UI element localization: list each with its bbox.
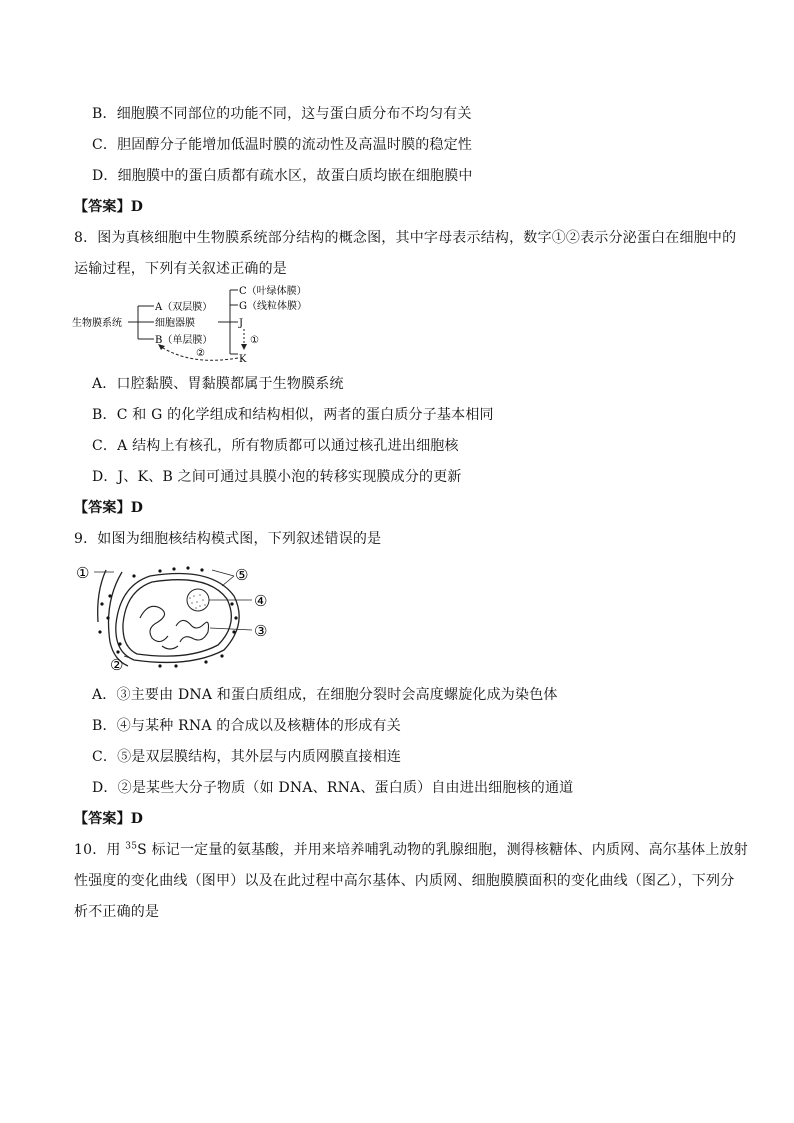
- q10-stem-line3: 析不正确的是: [74, 904, 160, 920]
- diagram-root: 生物膜系统: [72, 318, 122, 329]
- label-5: ⑤: [235, 566, 249, 584]
- q8-option-d: D．J、K、B 之间可通过具膜小泡的转移实现膜成分的更新: [92, 469, 462, 485]
- diagram-g: G（线粒体膜）: [239, 301, 307, 312]
- isotope-mass-number: 35: [125, 841, 138, 852]
- diagram-k: K: [239, 354, 247, 365]
- q10-stem-line1: [74, 841, 748, 859]
- q8-option-a: A．口腔黏膜、胃黏膜都属于生物膜系统: [92, 376, 344, 392]
- nucleus-structure-diagram: [72, 562, 282, 678]
- diagram-step-2: ②: [196, 348, 205, 359]
- q10-number: 10．用: [74, 842, 126, 858]
- q8-option-c: C．A 结构上有核孔，所有物质都可以通过核孔进出细胞核: [92, 438, 459, 454]
- q8-answer: 【答案】D: [74, 500, 144, 516]
- diagram-a: A（双层膜）: [155, 302, 213, 313]
- membrane-system-concept-diagram: [70, 284, 320, 366]
- label-2: ②: [110, 656, 124, 674]
- q9-option-a: A．③主要由 DNA 和蛋白质组成，在细胞分裂时会高度螺旋化成为染色体: [92, 687, 558, 703]
- label-4: ④: [254, 592, 268, 610]
- q10-line1-text: S 标记一定量的氨基酸，并用来培养哺乳动物的乳腺细胞，测得核糖体、内质网、高尔基体上放射: [137, 842, 748, 858]
- diagram-j: J: [239, 318, 244, 329]
- q9-answer: 【答案】D: [74, 811, 144, 827]
- label-3: ③: [254, 622, 268, 640]
- q9-option-d: D．②是某些大分子物质（如 DNA、RNA、蛋白质）自由进出细胞核的通道: [92, 780, 574, 796]
- q7-option-b: B．细胞膜不同部位的功能不同，这与蛋白质分布不均匀有关: [92, 106, 472, 122]
- label-1: ①: [76, 564, 90, 582]
- q7-option-c: C．胆固醇分子能增加低温时膜的流动性及高温时膜的稳定性: [92, 137, 473, 153]
- q10-stem-line2: 性强度的变化曲线（图甲）以及在此过程中高尔基体、内质网、细胞膜膜面积的变化曲线（图乙），下列分: [74, 873, 735, 889]
- diagram-b: B（单层膜）: [155, 335, 213, 346]
- q8-stem-line2: 运输过程，下列有关叙述正确的是: [74, 261, 287, 277]
- q9-option-c: C．⑤是双层膜结构，其外层与内质网膜直接相连: [92, 749, 402, 765]
- diagram-c: C（叶绿体膜）: [239, 286, 307, 297]
- q7-option-d: D．细胞膜中的蛋白质都有疏水区，故蛋白质均嵌在细胞膜中: [92, 168, 473, 184]
- q9-option-b: B．④与某种 RNA 的合成以及核糖体的形成有关: [92, 718, 401, 734]
- diagram-organelle: 细胞器膜: [155, 318, 195, 329]
- q8-stem-line1: 8．图为真核细胞中生物膜系统部分结构的概念图，其中字母表示结构，数字①②表示分泌蛋白在细胞中的: [74, 230, 737, 246]
- q9-stem: 9．如图为细胞核结构模式图，下列叙述错误的是: [74, 531, 382, 547]
- q7-answer: 【答案】D: [74, 199, 144, 215]
- diagram-step-1: ①: [250, 335, 259, 346]
- q8-option-b: B．C 和 G 的化学组成和结构相似，两者的蛋白质分子基本相同: [92, 407, 494, 423]
